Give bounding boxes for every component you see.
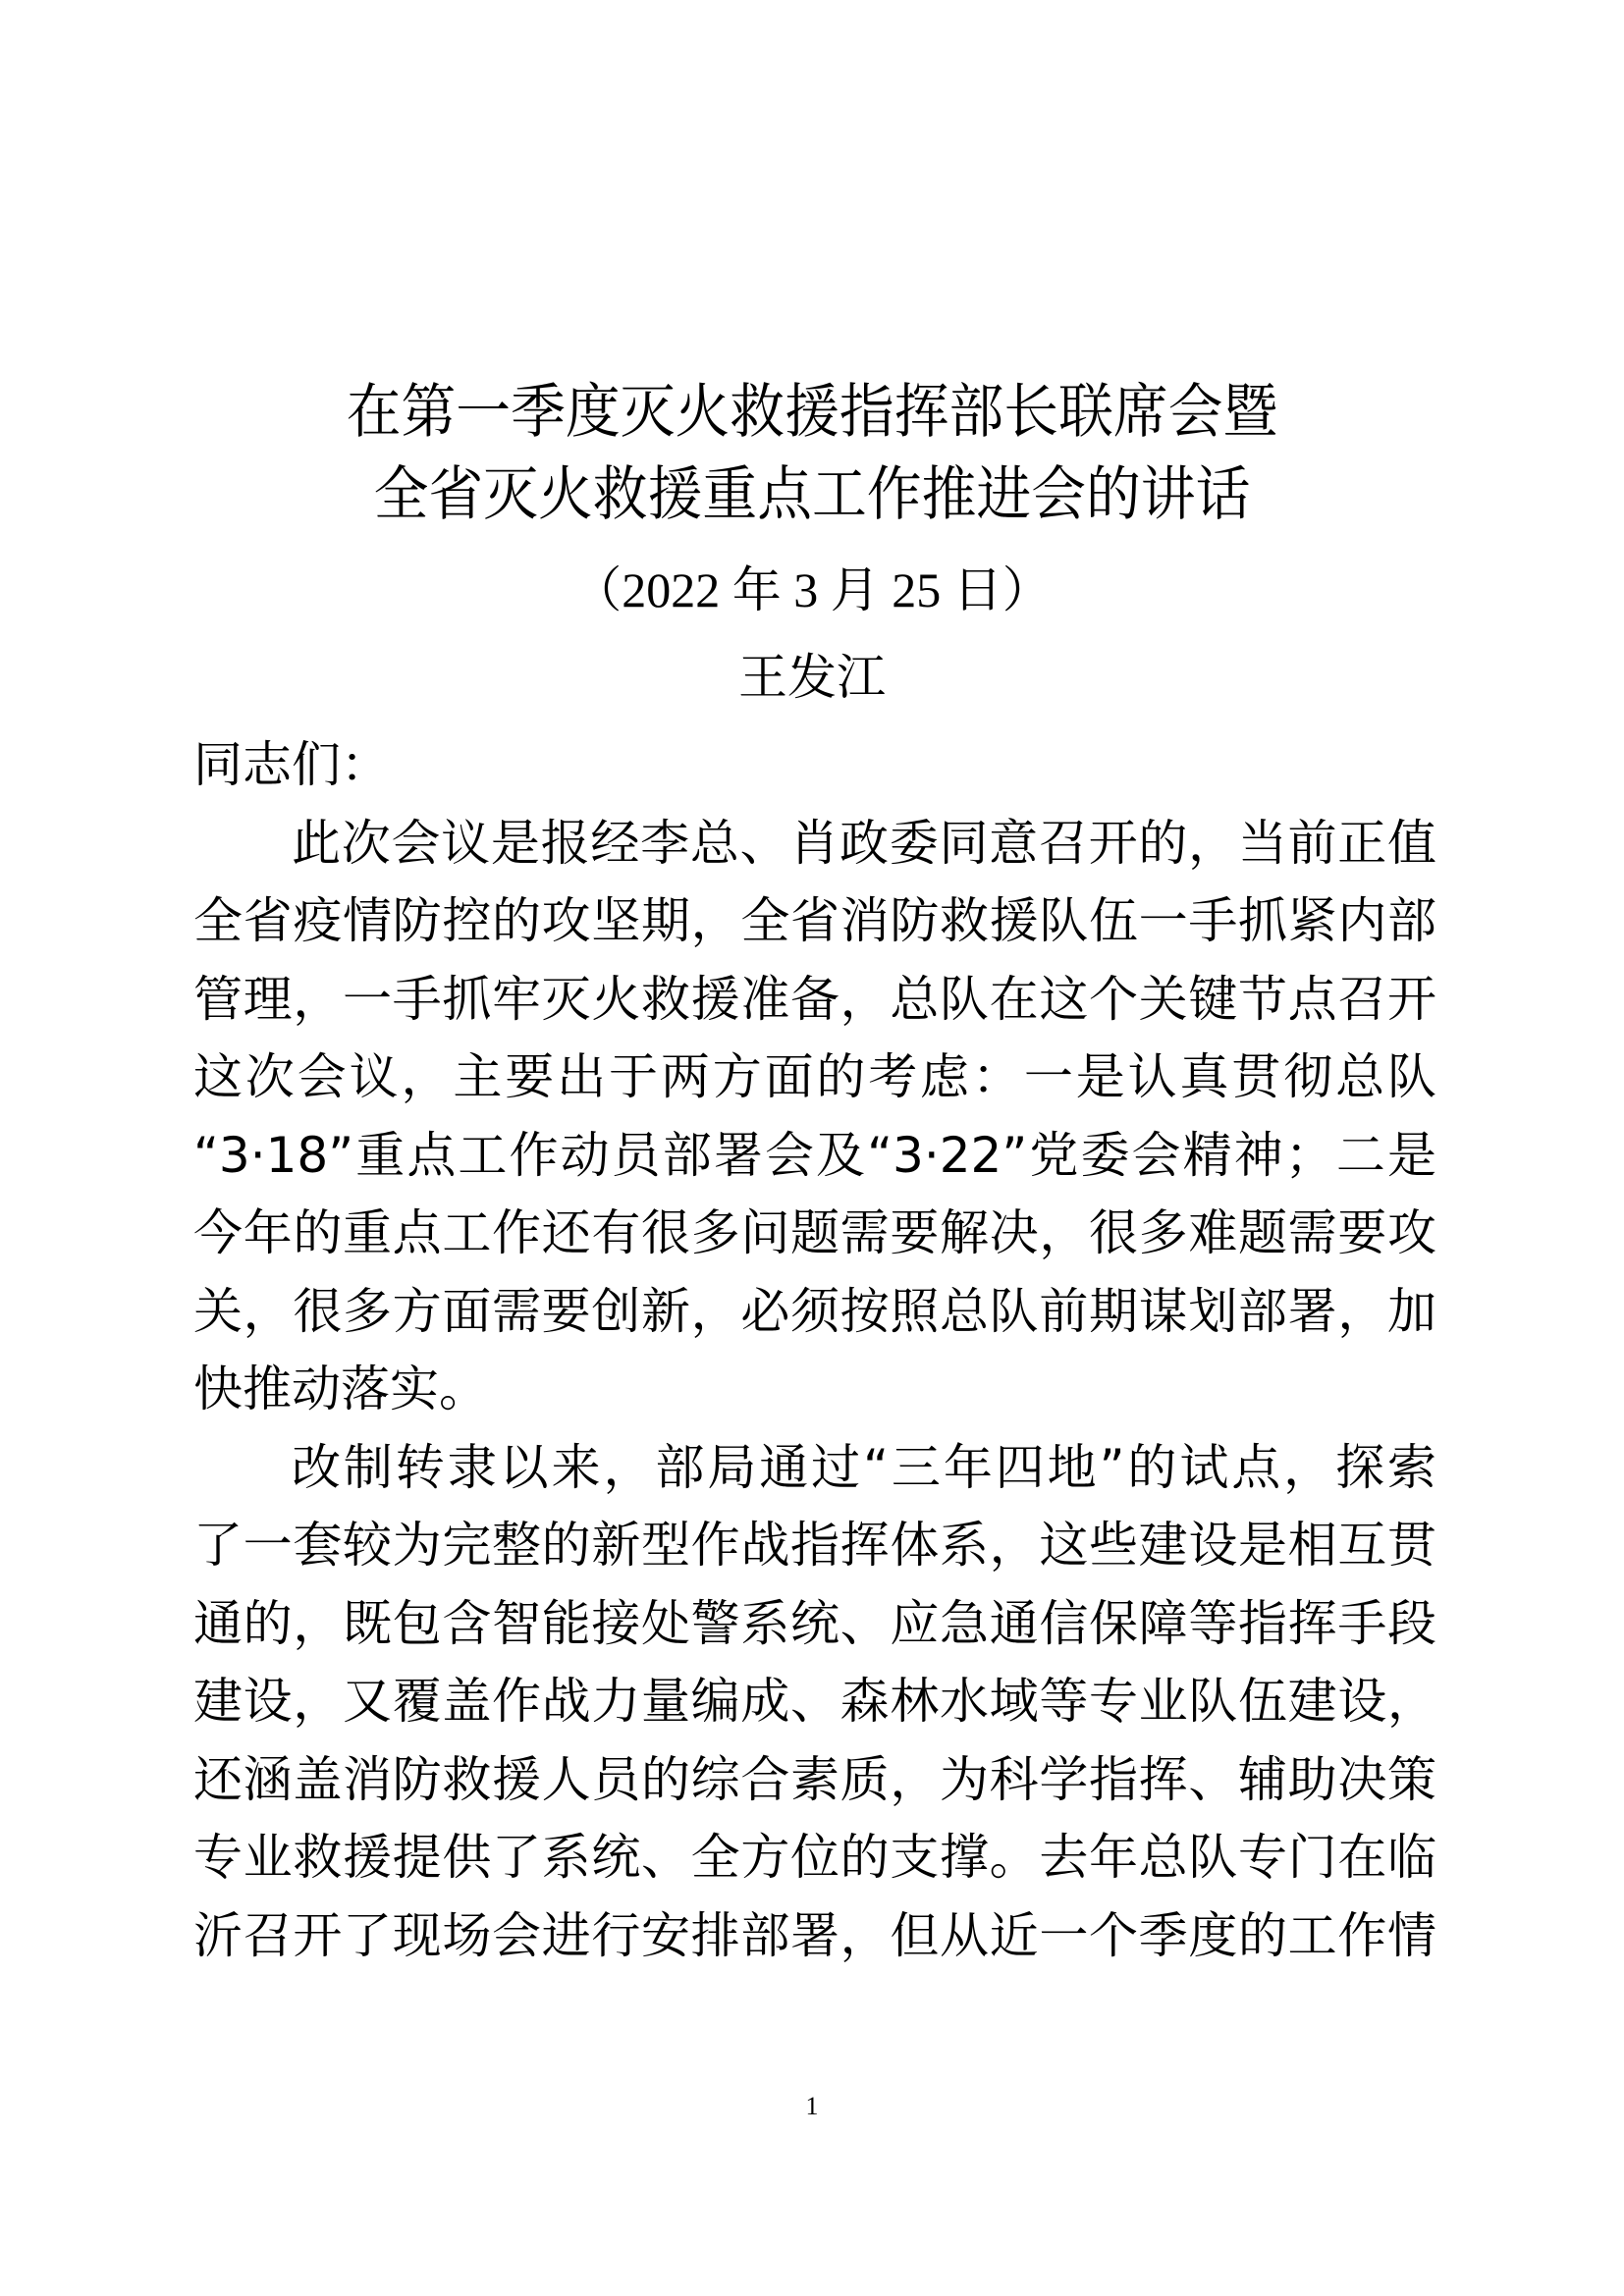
salutation: 同志们： bbox=[193, 736, 390, 793]
paragraph-line: 还涵盖消防救援人员的综合素质，为科学指挥、辅助决策 bbox=[193, 1750, 1436, 1808]
paragraph-line: 全省疫情防控的攻坚期，全省消防救援队伍一手抓紧内部 bbox=[193, 892, 1436, 949]
paragraph-line: 这次会议，主要出于两方面的考虑：一是认真贯彻总队 bbox=[193, 1048, 1436, 1105]
paragraph-line: 关，很多方面需要创新，必须按照总队前期谋划部署，加 bbox=[193, 1282, 1436, 1340]
paragraph-line: 沂召开了现场会进行安排部署，但从近一个季度的工作情 bbox=[193, 1906, 1436, 1964]
paragraph-line: 快推动落实。 bbox=[193, 1361, 488, 1417]
speaker-name: 王发江 bbox=[738, 649, 886, 706]
document-title bbox=[0, 371, 1624, 536]
paragraph-line: 通的，既包含智能接处警系统、应急通信保障等指挥手段 bbox=[193, 1594, 1436, 1652]
paragraph-line: 改制转隶以来，部局通过“三年四地”的试点，探索 bbox=[292, 1438, 1436, 1496]
paragraph-2 bbox=[193, 1429, 1436, 1976]
title-line-2: 全省灭火救援重点工作推进会的讲话 bbox=[373, 460, 1251, 529]
speech-date: （2022 年 3 月 25 日） bbox=[572, 562, 1052, 617]
page-number: 1 bbox=[805, 2092, 819, 2120]
paragraph-line: 了一套较为完整的新型作战指挥体系，这些建设是相互贯 bbox=[193, 1517, 1436, 1574]
paragraph-line: 建设，又覆盖作战力量编成、森林水域等专业队伍建设， bbox=[193, 1673, 1436, 1730]
paragraph-line: “3·18”重点工作动员部署会及“3·22”党委会精神；二是 bbox=[193, 1126, 1436, 1184]
paragraph-line: 此次会议是报经李总、肖政委同意召开的，当前正值 bbox=[292, 814, 1436, 872]
paragraph-line: 管理，一手抓牢灭火救援准备，总队在这个关键节点召开 bbox=[193, 970, 1436, 1028]
paragraph-1 bbox=[193, 805, 1436, 1429]
paragraph-line: 专业救援提供了系统、全方位的支撑。去年总队专门在临 bbox=[193, 1829, 1436, 1886]
paragraph-line: 今年的重点工作还有很多问题需要解决，很多难题需要攻 bbox=[193, 1204, 1436, 1261]
title-line-1: 在第一季度灭火救援指挥部长联席会暨 bbox=[346, 378, 1278, 447]
body-text bbox=[193, 726, 1436, 1975]
